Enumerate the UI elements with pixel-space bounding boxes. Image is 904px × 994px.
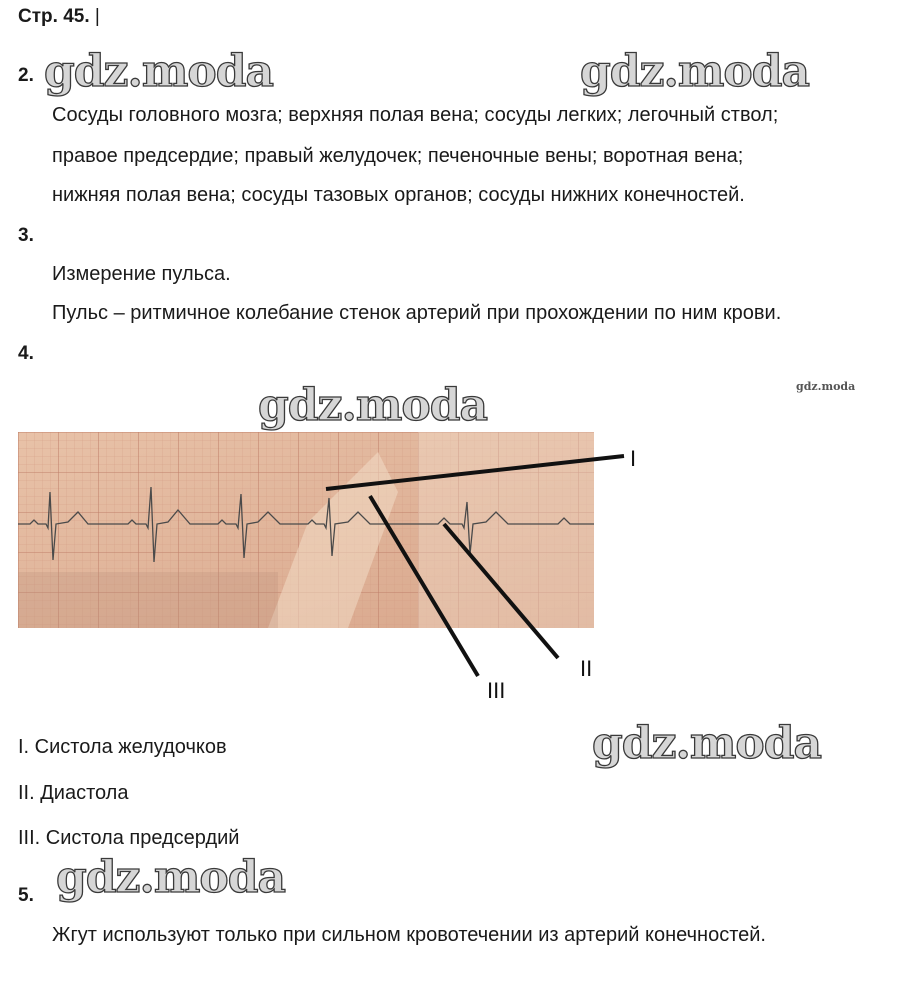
task-2-number: 2. [18, 65, 34, 86]
task-3-number: 3. [18, 225, 34, 246]
watermark-logo: gdz.moda [258, 380, 488, 431]
watermark-small: gdz.moda [796, 380, 856, 393]
page-label: Стр. 45. [18, 6, 90, 27]
task-4-answer: I. Систола желудочков [18, 736, 227, 758]
task-2-line: нижняя полая вена; сосуды тазовых органов; сосуды нижних конечностей. [52, 184, 745, 206]
page-header [18, 6, 100, 28]
task-3-line: Измерение пульса. [52, 263, 231, 285]
watermark-logo: gdz.moda [44, 46, 274, 97]
task-5-line: Жгут используют только при сильном кровотечении из артерий конечностей. [52, 924, 766, 946]
task-4-answer: II. Диастола [18, 782, 129, 804]
task-3-line: Пульс – ритмичное колебание стенок артерий при прохождении по ним крови. [52, 302, 782, 324]
task-4-answer: III. Систола предсердий [18, 827, 240, 849]
ecg-strip-image [18, 432, 594, 628]
callout-label-iii: III [487, 678, 506, 703]
callout-label-i: I [630, 446, 637, 471]
watermark-logo: gdz.moda [592, 718, 822, 769]
watermark-logo: gdz.moda [56, 852, 286, 903]
watermark-logo: gdz.moda [580, 46, 810, 97]
text-cursor: | [94, 6, 100, 27]
callout-label-ii: II [580, 656, 593, 681]
task-2-line: Сосуды головного мозга; верхняя полая вена; сосуды легких; легочный ствол; [52, 104, 779, 126]
task-5-number: 5. [18, 885, 34, 906]
task-2-line: правое предсердие; правый желудочек; печеночные вены; воротная вена; [52, 145, 744, 167]
task-4-number: 4. [18, 343, 34, 364]
